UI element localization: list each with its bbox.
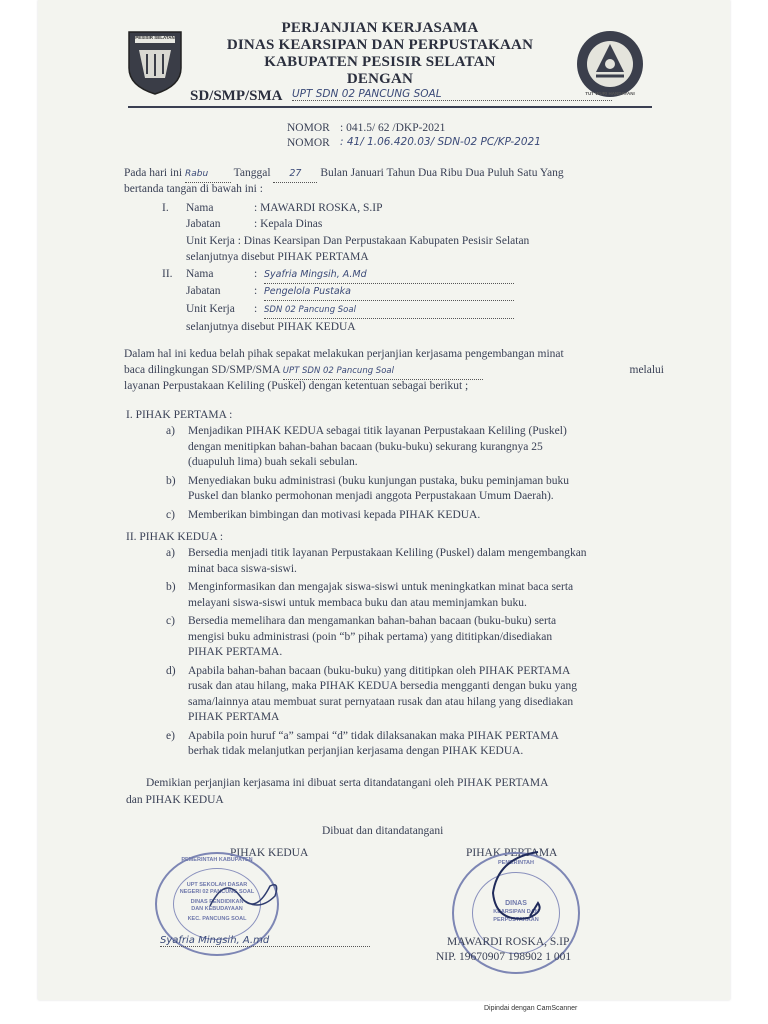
party2-number: II. xyxy=(162,268,173,280)
party1-nama xyxy=(186,200,382,216)
party2-jabatan-colon: : xyxy=(254,285,258,297)
section2-item-line: melayani siswa-siswi untuk membaca buku dan atau meminjamkan buku. xyxy=(188,596,527,609)
section1-item xyxy=(166,474,668,505)
section2-item-line: mengisi buku administrasi (poin “b” pihak pertama) yang dititipkan/disediakan xyxy=(188,630,553,643)
dinas-stamp-line-1: DINAS xyxy=(505,900,527,907)
left-logo-caption: PESISIR SELATAN xyxy=(135,35,175,40)
title-line-2: DINAS KEARSIPAN DAN PERPUSTAKAAN xyxy=(226,37,534,53)
party2-jabatan xyxy=(186,283,514,301)
section1-item-line: (duapuluh lima) buah sekali sebulan. xyxy=(188,456,358,468)
nomor-label-1: NOMOR xyxy=(287,122,330,134)
camscanner-note: Dipindai dengan CamScanner xyxy=(484,1005,578,1012)
school-stamp-ring-text: PEMERINTAH KABUPATEN xyxy=(181,857,253,863)
party2-unit-colon: : xyxy=(254,303,258,315)
section1-heading: I. PIHAK PERTAMA : xyxy=(126,409,233,421)
title-line-4: DENGAN xyxy=(346,71,414,87)
dinas-stamp-line-3: PERPUSTAKAAN xyxy=(493,917,539,923)
section2-item xyxy=(166,664,668,726)
section1-item xyxy=(166,424,668,471)
section2-item-line: sama/lainnya atau membuat surat pernyataan rusak dan atau hilang yang disediakan xyxy=(188,695,574,708)
intro-line2-prefix: baca dilingkungan SD/SMP/SMA xyxy=(124,364,280,376)
nomor-value-1: : 041.5/ 62 /DKP-2021 xyxy=(340,122,446,134)
party2-jabatan-label: Jabatan xyxy=(186,285,221,297)
opening-line-2: bertanda tangan di bawah ini : xyxy=(124,183,263,195)
opening-prefix: Pada hari ini xyxy=(124,167,183,179)
section1-item-line: Menyediakan buku administrasi (buku kunjungan pustaka, buku peminjaman buku xyxy=(188,474,570,487)
opening-suffix: Bulan Januari Tahun Dua Ribu Dua Puluh Satu Yang xyxy=(320,167,564,179)
right-logo-caption: TUT WURI HANDAYANI xyxy=(585,91,635,96)
section2-item-line: Bersedia menjadi titik layanan Perpustakaan Keliling (Puskel) dalam mengembangkan xyxy=(188,547,587,559)
party1-closing: selanjutnya disebut PIHAK PERTAMA xyxy=(186,251,369,263)
section2-item-marker: d) xyxy=(166,664,176,677)
opening-tanggal-label: Tanggal xyxy=(233,167,271,179)
nomor-label-2: NOMOR xyxy=(287,137,330,149)
pihak-pertama-title: PIHAK PERTAMA xyxy=(466,847,558,859)
party2-nama-label: Nama xyxy=(186,268,214,280)
pihak-kedua-title: PIHAK KEDUA xyxy=(230,847,309,859)
section1-item-line: Menjadikan PIHAK KEDUA sebagai titik layanan Perpustakaan Keliling (Puskel) xyxy=(188,425,567,437)
intro-school-handwritten: UPT SDN 02 Pancung Soal xyxy=(283,363,483,380)
section1-item-line: Puskel dan blanko permohonan menjadi anggota Perpustakaan Umum Daerah). xyxy=(188,490,554,502)
section1-item-marker: b) xyxy=(166,474,176,487)
party1-number: I. xyxy=(162,202,169,214)
section2-item-line: Apabila bahan-bahan bacaan (buku-buku) yang dititipkan oleh PIHAK PERTAMA xyxy=(188,664,571,677)
party2-unit-label: Unit Kerja xyxy=(186,303,235,315)
section1-item-marker: c) xyxy=(166,508,175,521)
party2-unit-kerja xyxy=(186,301,514,319)
section2-item-marker: e) xyxy=(166,729,175,742)
party2-nama xyxy=(186,266,514,284)
section2-item-line: Apabila poin huruf “a” sampai “d” tidak dilaksanakan maka PIHAK PERTAMA xyxy=(188,729,559,742)
opening-date: 27 xyxy=(273,166,317,183)
header-divider xyxy=(128,106,652,108)
party1-nama-label: Nama xyxy=(186,202,214,214)
party2-jabatan-handwritten: Pengelola Pustaka xyxy=(264,284,514,301)
signature-heading: Dibuat dan ditandatangani xyxy=(322,825,444,837)
intro-line-1: Dalam hal ini kedua belah pihak sepakat melakukan perjanjian kerjasama pengembangan minat xyxy=(124,348,564,360)
closing-line-2: dan PIHAK KEDUA xyxy=(126,794,224,806)
school-stamp-line-3: DINAS PENDIDIKAN xyxy=(190,899,244,905)
title-line-3: KABUPATEN PESISIR SELATAN xyxy=(264,54,496,70)
intro-line-3: layanan Perpustakaan Keliling (Puskel) dengan ketentuan sebagai berikut ; xyxy=(124,380,469,392)
party2-closing: selanjutnya disebut PIHAK KEDUA xyxy=(186,321,356,333)
dinas-stamp-line-2: KEARSIPAN DAN xyxy=(493,909,539,915)
party2-nama-handwritten: Syafria Mingsih, A.Md xyxy=(264,267,514,284)
school-name-handwritten: UPT SDN 02 PANCUNG SOAL xyxy=(292,88,612,101)
section2-item-line: PIHAK PERTAMA. xyxy=(188,646,283,658)
section2-item-line: minat baca siswa-siswi. xyxy=(188,562,297,575)
party1-jabatan-label: Jabatan xyxy=(186,218,221,230)
section2-item-line: rusak dan atau hilang, maka PIHAK KEDUA bersedia mengganti dengan buku yang xyxy=(188,680,577,692)
school-stamp-line-2: NEGERI 02 PANCUNG SOAL xyxy=(179,889,255,895)
party2-nama-colon: : xyxy=(254,268,258,280)
party1-jabatan xyxy=(186,216,322,232)
school-stamp-line-1: UPT SEKOLAH DASAR xyxy=(186,882,248,888)
section2-item-line: berhak tidak melanjutkan perjanjian kerjasama dengan PIHAK KEDUA. xyxy=(188,745,524,757)
section2-item-marker: a) xyxy=(166,547,175,559)
party1-unit-kerja: Unit Kerja : Dinas Kearsipan Dan Perpustakaan Kabupaten Pesisir Selatan xyxy=(186,235,530,247)
school-stamp-line-4: DAN KEBUDAYAAN xyxy=(191,906,243,912)
section1-item-marker: a) xyxy=(166,425,175,437)
party2-unit-handwritten: SDN 02 Pancung Soal xyxy=(264,302,514,319)
section2-items xyxy=(166,546,668,763)
section1-item xyxy=(166,508,668,524)
opening-day: Rabu xyxy=(185,166,231,183)
section2-item-line: Bersedia memelihara dan mengamankan bahan-bahan bacaan (buku-buku) serta xyxy=(188,615,557,627)
nomor-value-2: : 41/ 1.06.420.03/ SDN-02 PC/KP-2021 xyxy=(340,136,541,148)
closing-line-1: Demikian perjanjian kerjasama ini dibuat serta ditandatangani oleh PIHAK PERTAMA xyxy=(146,777,549,789)
school-label: SD/SMP/SMA xyxy=(190,88,283,104)
pihak-pertama-signature-icon xyxy=(478,848,558,928)
section1-items xyxy=(166,424,668,526)
pihak-pertama-nip: NIP. 19670907 198902 1 001 xyxy=(436,951,572,963)
intro-line2-suffix: melalui xyxy=(629,364,664,376)
section1-item-line: Memberikan bimbingan dan motivasi kepada PIHAK KEDUA. xyxy=(188,508,481,521)
section2-item-marker: c) xyxy=(166,615,175,627)
section2-item-marker: b) xyxy=(166,581,176,593)
pihak-kedua-name-handwritten: Syafria Mingsih, A.md xyxy=(160,935,370,947)
section2-item-line: PIHAK PERTAMA xyxy=(188,711,280,723)
section2-heading: II. PIHAK KEDUA : xyxy=(126,531,224,543)
party1-jabatan-value: : Kepala Dinas xyxy=(254,218,323,230)
section2-item xyxy=(166,614,668,661)
section1-item-line: dengan menitipkan bahan-bahan bacaan (buku-buku) sekurang kurangnya 25 xyxy=(188,440,543,453)
section2-item-line: Menginformasikan dan mengajak siswa-siswi untuk meningkatkan minat baca serta xyxy=(188,581,574,593)
school-stamp-line-5: KEC. PANCUNG SOAL xyxy=(187,916,247,922)
section2-item xyxy=(166,546,668,577)
section2-item xyxy=(166,580,668,611)
pihak-kedua-signature-icon xyxy=(200,866,290,926)
title-line-1: PERJANJIAN KERJASAMA xyxy=(281,20,479,36)
dinas-stamp-ring-text: PEMERINTAH xyxy=(498,860,534,866)
pihak-pertama-name: MAWARDI ROSKA, S.IP xyxy=(447,936,570,948)
section2-item xyxy=(166,729,668,760)
party1-nama-value: : MAWARDI ROSKA, S.IP xyxy=(254,202,383,214)
